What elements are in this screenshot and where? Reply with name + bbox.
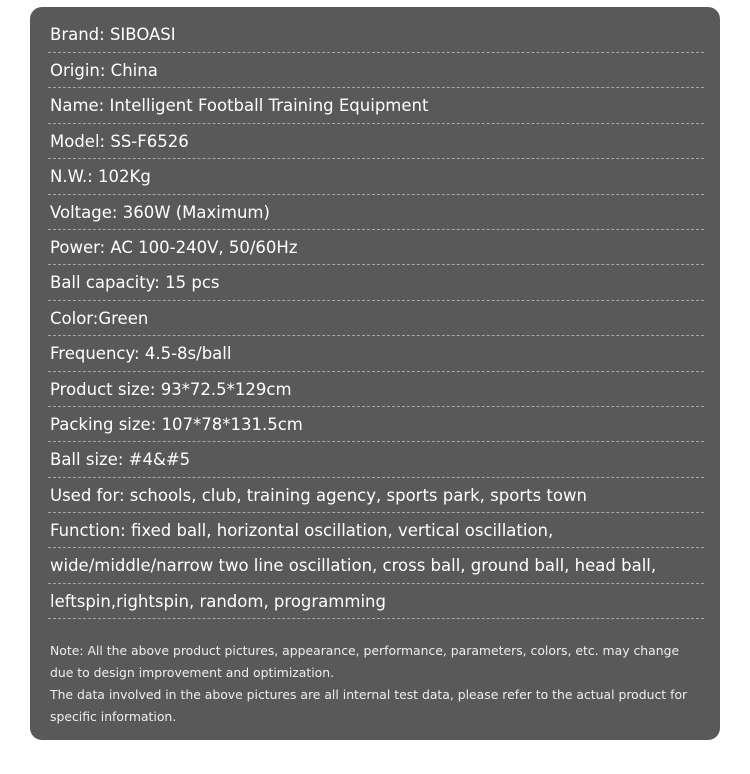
spec-row-brand: Brand: SIBOASI (48, 21, 704, 53)
spec-list (48, 21, 704, 619)
disclaimer-note (48, 640, 704, 728)
spec-row-origin: Origin: China (48, 53, 704, 88)
spec-row-used-for: Used for: schools, club, training agency, sports park, sports town (48, 478, 704, 513)
spec-row-net-weight: N.W.: 102Kg (48, 159, 704, 194)
spec-row-model: Model: SS-F6526 (48, 124, 704, 159)
spec-row-ball-capacity: Ball capacity: 15 pcs (48, 265, 704, 300)
spec-row-function: Function: fixed ball, horizontal oscillation, vertical oscillation, (48, 513, 704, 548)
spec-row-function-cont-2: leftspin,rightspin, random, programming (48, 584, 704, 619)
spec-row-color: Color:Green (48, 301, 704, 336)
note-line-design: Note: All the above product pictures, appearance, performance, parameters, colors, etc. may change due to design improvement and optimization. (50, 643, 680, 681)
note-line-test-data: The data involved in the above pictures are all internal test data, please refer to the actual product for specific information. (50, 687, 688, 725)
spec-row-ball-size: Ball size: #4&#5 (48, 442, 704, 477)
spec-row-packing-size: Packing size: 107*78*131.5cm (48, 407, 704, 442)
spec-row-name: Name: Intelligent Football Training Equipment (48, 88, 704, 123)
spec-row-function-cont-1: wide/middle/narrow two line oscillation, cross ball, ground ball, head ball, (48, 548, 704, 583)
spec-row-voltage: Voltage: 360W (Maximum) (48, 195, 704, 230)
spec-card (30, 7, 720, 740)
spec-row-frequency: Frequency: 4.5-8s/ball (48, 336, 704, 371)
spec-row-product-size: Product size: 93*72.5*129cm (48, 372, 704, 407)
spec-row-power: Power: AC 100-240V, 50/60Hz (48, 230, 704, 265)
